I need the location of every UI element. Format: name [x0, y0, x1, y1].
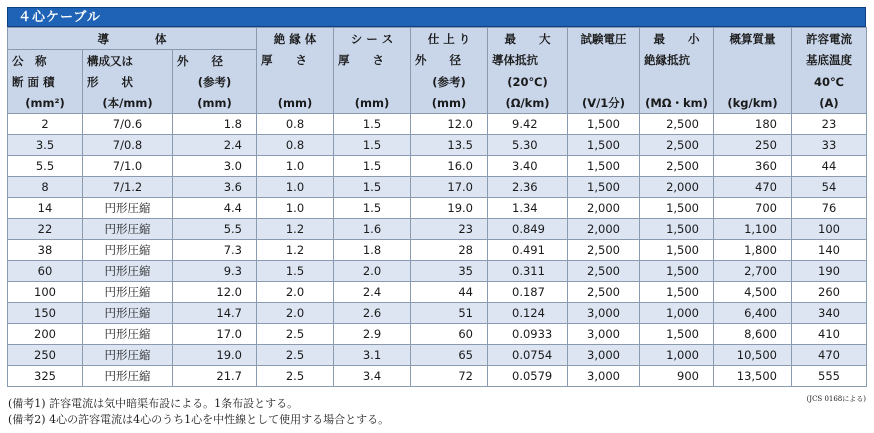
cell-sheath: 1.8 [334, 240, 411, 261]
cell-weight: 470 [714, 177, 792, 198]
cell-test-voltage: 2,000 [568, 198, 640, 219]
header-sheath-2: 厚 さ [334, 50, 411, 72]
cell-insulation-resistance: 2,000 [640, 177, 714, 198]
cable-spec-table [7, 27, 867, 387]
header-allowable-current-2: 基底温度 [792, 50, 867, 72]
header-allowable-current-3: 40℃ [792, 71, 867, 92]
cell-insulation: 2.0 [257, 282, 334, 303]
cell-current: 54 [792, 177, 867, 198]
unit-voltage: (V/1分) [568, 92, 640, 114]
cell-composition: 円形圧縮 [83, 303, 173, 324]
cell-finished-od: 60 [411, 324, 488, 345]
unit-current: (A) [792, 92, 867, 114]
cell-sheath: 2.9 [334, 324, 411, 345]
cell-insulation: 1.5 [257, 261, 334, 282]
cell-insulation-resistance: 1,500 [640, 240, 714, 261]
cell-finished-od: 23 [411, 219, 488, 240]
cell-nominal-area: 100 [8, 282, 83, 303]
cell-weight: 2,700 [714, 261, 792, 282]
header-finished-od-3: (参考) [411, 71, 488, 92]
cell-insulation-resistance: 900 [640, 366, 714, 387]
cell-test-voltage: 1,500 [568, 135, 640, 156]
source-note: (JCS 0168による) [806, 395, 866, 403]
table-title: ４心ケーブル [18, 10, 101, 25]
cell-sheath: 1.5 [334, 135, 411, 156]
cell-weight: 180 [714, 114, 792, 135]
table-title-bar [7, 7, 866, 27]
cell-insulation-resistance: 2,500 [640, 114, 714, 135]
cell-composition: 円形圧縮 [83, 198, 173, 219]
cell-insulation-resistance: 1,000 [640, 345, 714, 366]
cell-nominal-area: 325 [8, 366, 83, 387]
cell-test-voltage: 2,500 [568, 261, 640, 282]
header-approx-weight: 概算質量 [714, 28, 792, 50]
cell-conductor-od: 19.0 [173, 345, 257, 366]
cell-resistance: 9.42 [488, 114, 568, 135]
cell-finished-od: 19.0 [411, 198, 488, 219]
cell-sheath: 3.1 [334, 345, 411, 366]
cell-sheath: 1.5 [334, 156, 411, 177]
cell-resistance: 3.40 [488, 156, 568, 177]
cell-current: 23 [792, 114, 867, 135]
table-row [8, 156, 867, 177]
cell-current: 260 [792, 282, 867, 303]
unit-insulation: (mm) [257, 92, 334, 114]
unit-sheath: (mm) [334, 92, 411, 114]
header-insulation: 絶 縁 体 [257, 28, 334, 50]
cell-resistance: 0.0933 [488, 324, 568, 345]
cell-composition: 7/1.0 [83, 156, 173, 177]
header-blank [640, 71, 714, 92]
notes [8, 396, 866, 428]
cell-sheath: 2.0 [334, 261, 411, 282]
cell-insulation-resistance: 1,500 [640, 282, 714, 303]
cell-conductor-od: 21.7 [173, 366, 257, 387]
cell-weight: 360 [714, 156, 792, 177]
cell-finished-od: 44 [411, 282, 488, 303]
header-finished-od-2: 外 径 [411, 50, 488, 72]
table-row [8, 366, 867, 387]
cell-conductor-od: 17.0 [173, 324, 257, 345]
header-blank [714, 71, 792, 92]
cell-conductor-od: 12.0 [173, 282, 257, 303]
cell-composition: 円形圧縮 [83, 366, 173, 387]
unit-conductor-od: (mm) [173, 92, 257, 114]
table-row [8, 282, 867, 303]
header-max-resistance: 最 大 [488, 28, 568, 50]
cell-sheath: 1.5 [334, 198, 411, 219]
cell-conductor-od: 1.8 [173, 114, 257, 135]
cell-weight: 700 [714, 198, 792, 219]
cell-insulation: 0.8 [257, 135, 334, 156]
cell-weight: 10,500 [714, 345, 792, 366]
header-conductor: 導 体 [8, 28, 257, 50]
cell-nominal-area: 250 [8, 345, 83, 366]
cell-nominal-area: 200 [8, 324, 83, 345]
cell-nominal-area: 38 [8, 240, 83, 261]
cell-current: 44 [792, 156, 867, 177]
cell-insulation-resistance: 1,500 [640, 198, 714, 219]
header-insulation-2: 厚 さ [257, 50, 334, 72]
table-row [8, 261, 867, 282]
header-composition-1: 構成又は [83, 50, 173, 72]
cell-resistance: 1.34 [488, 198, 568, 219]
cell-test-voltage: 3,000 [568, 303, 640, 324]
cell-current: 76 [792, 198, 867, 219]
header-allowable-current: 許容電流 [792, 28, 867, 50]
cell-resistance: 0.0754 [488, 345, 568, 366]
cell-nominal-area: 60 [8, 261, 83, 282]
header-blank [568, 50, 640, 72]
cell-conductor-od: 3.0 [173, 156, 257, 177]
unit-insulation-resistance: (MΩ・km) [640, 92, 714, 114]
cell-insulation-resistance: 1,500 [640, 219, 714, 240]
cell-finished-od: 12.0 [411, 114, 488, 135]
cell-test-voltage: 1,500 [568, 177, 640, 198]
cell-finished-od: 51 [411, 303, 488, 324]
cell-finished-od: 65 [411, 345, 488, 366]
header-composition-2: 形 状 [83, 71, 173, 92]
cell-test-voltage: 2,000 [568, 219, 640, 240]
cell-conductor-od: 7.3 [173, 240, 257, 261]
cell-composition: 円形圧縮 [83, 324, 173, 345]
header-finished-od: 仕 上 り [411, 28, 488, 50]
cell-sheath: 1.5 [334, 177, 411, 198]
cell-sheath: 2.4 [334, 282, 411, 303]
cell-insulation: 1.0 [257, 198, 334, 219]
cell-insulation-resistance: 1,000 [640, 303, 714, 324]
header-sheath: シ ー ス [334, 28, 411, 50]
cell-conductor-od: 3.6 [173, 177, 257, 198]
cell-nominal-area: 3.5 [8, 135, 83, 156]
cell-finished-od: 72 [411, 366, 488, 387]
note-1: (備考1) 許容電流は気中暗渠布設による。1条布設とする。 [8, 397, 299, 410]
table-body [8, 114, 867, 387]
cell-current: 470 [792, 345, 867, 366]
cell-finished-od: 28 [411, 240, 488, 261]
cell-resistance: 0.0579 [488, 366, 568, 387]
cell-finished-od: 35 [411, 261, 488, 282]
cell-current: 33 [792, 135, 867, 156]
header-min-insulation-2: 絶縁抵抗 [640, 50, 714, 72]
table-row [8, 324, 867, 345]
cell-weight: 4,500 [714, 282, 792, 303]
cell-composition: 円形圧縮 [83, 345, 173, 366]
cell-composition: 7/0.8 [83, 135, 173, 156]
cell-test-voltage: 2,500 [568, 282, 640, 303]
cell-test-voltage: 1,500 [568, 156, 640, 177]
cell-composition: 円形圧縮 [83, 282, 173, 303]
cell-composition: 円形圧縮 [83, 261, 173, 282]
cell-composition: 7/1.2 [83, 177, 173, 198]
table-header [8, 28, 867, 114]
header-conductor-od-2: (参考) [173, 71, 257, 92]
cell-resistance: 0.187 [488, 282, 568, 303]
cell-insulation: 1.0 [257, 177, 334, 198]
cell-conductor-od: 2.4 [173, 135, 257, 156]
header-blank [568, 71, 640, 92]
header-blank [257, 71, 334, 92]
cell-insulation-resistance: 2,500 [640, 135, 714, 156]
cell-resistance: 0.124 [488, 303, 568, 324]
cell-sheath: 1.5 [334, 114, 411, 135]
table-row [8, 303, 867, 324]
cell-insulation: 2.5 [257, 345, 334, 366]
unit-weight: (kg/km) [714, 92, 792, 114]
cell-composition: 円形圧縮 [83, 219, 173, 240]
cell-insulation-resistance: 1,500 [640, 324, 714, 345]
cell-weight: 8,600 [714, 324, 792, 345]
cell-conductor-od: 5.5 [173, 219, 257, 240]
cell-insulation-resistance: 1,500 [640, 261, 714, 282]
cell-conductor-od: 9.3 [173, 261, 257, 282]
cell-finished-od: 16.0 [411, 156, 488, 177]
cell-insulation: 1.0 [257, 156, 334, 177]
cell-weight: 6,400 [714, 303, 792, 324]
header-conductor-od-1: 外 径 [173, 50, 257, 72]
unit-finished-od: (mm) [411, 92, 488, 114]
table-row [8, 198, 867, 219]
cell-current: 100 [792, 219, 867, 240]
cell-resistance: 0.311 [488, 261, 568, 282]
cell-insulation-resistance: 2,500 [640, 156, 714, 177]
cell-conductor-od: 4.4 [173, 198, 257, 219]
cell-nominal-area: 22 [8, 219, 83, 240]
cell-test-voltage: 3,000 [568, 345, 640, 366]
unit-composition: (本/mm) [83, 92, 173, 114]
cell-nominal-area: 150 [8, 303, 83, 324]
cell-insulation: 1.2 [257, 219, 334, 240]
cell-current: 190 [792, 261, 867, 282]
cell-current: 340 [792, 303, 867, 324]
header-blank [714, 50, 792, 72]
cell-insulation: 0.8 [257, 114, 334, 135]
cell-sheath: 1.6 [334, 219, 411, 240]
header-test-voltage: 試験電圧 [568, 28, 640, 50]
cell-weight: 1,100 [714, 219, 792, 240]
header-max-resistance-2: 導体抵抗 [488, 50, 568, 72]
cell-sheath: 3.4 [334, 366, 411, 387]
cell-insulation: 2.0 [257, 303, 334, 324]
table-row [8, 114, 867, 135]
cell-sheath: 2.6 [334, 303, 411, 324]
cell-insulation: 2.5 [257, 324, 334, 345]
cell-finished-od: 17.0 [411, 177, 488, 198]
cell-test-voltage: 3,000 [568, 324, 640, 345]
cell-resistance: 2.36 [488, 177, 568, 198]
cell-current: 410 [792, 324, 867, 345]
cell-resistance: 0.849 [488, 219, 568, 240]
header-nominal-area-1: 公 称 [8, 50, 83, 72]
cell-insulation: 1.2 [257, 240, 334, 261]
header-min-insulation: 最 小 [640, 28, 714, 50]
cell-nominal-area: 5.5 [8, 156, 83, 177]
cell-nominal-area: 14 [8, 198, 83, 219]
cell-test-voltage: 1,500 [568, 114, 640, 135]
header-nominal-area-2: 断 面 積 [8, 71, 83, 92]
cell-insulation: 2.5 [257, 366, 334, 387]
unit-resistance: (Ω/km) [488, 92, 568, 114]
table-row [8, 345, 867, 366]
table-row [8, 219, 867, 240]
cell-test-voltage: 3,000 [568, 366, 640, 387]
cell-conductor-od: 14.7 [173, 303, 257, 324]
cell-nominal-area: 8 [8, 177, 83, 198]
cell-resistance: 0.491 [488, 240, 568, 261]
cell-composition: 円形圧縮 [83, 240, 173, 261]
cell-resistance: 5.30 [488, 135, 568, 156]
cell-nominal-area: 2 [8, 114, 83, 135]
cell-finished-od: 13.5 [411, 135, 488, 156]
cell-weight: 1,800 [714, 240, 792, 261]
table-row [8, 135, 867, 156]
cell-current: 555 [792, 366, 867, 387]
unit-nominal-area: (mm²) [8, 92, 83, 114]
cell-current: 140 [792, 240, 867, 261]
cell-composition: 7/0.6 [83, 114, 173, 135]
cell-weight: 250 [714, 135, 792, 156]
note-2: (備考2) 4心の許容電流は4心のうち1心を中性線として使用する場合とする。 [8, 413, 390, 426]
table-row [8, 177, 867, 198]
header-max-resistance-3: (20℃) [488, 71, 568, 92]
cell-weight: 13,500 [714, 366, 792, 387]
table-row [8, 240, 867, 261]
cell-test-voltage: 2,500 [568, 240, 640, 261]
header-blank [334, 71, 411, 92]
